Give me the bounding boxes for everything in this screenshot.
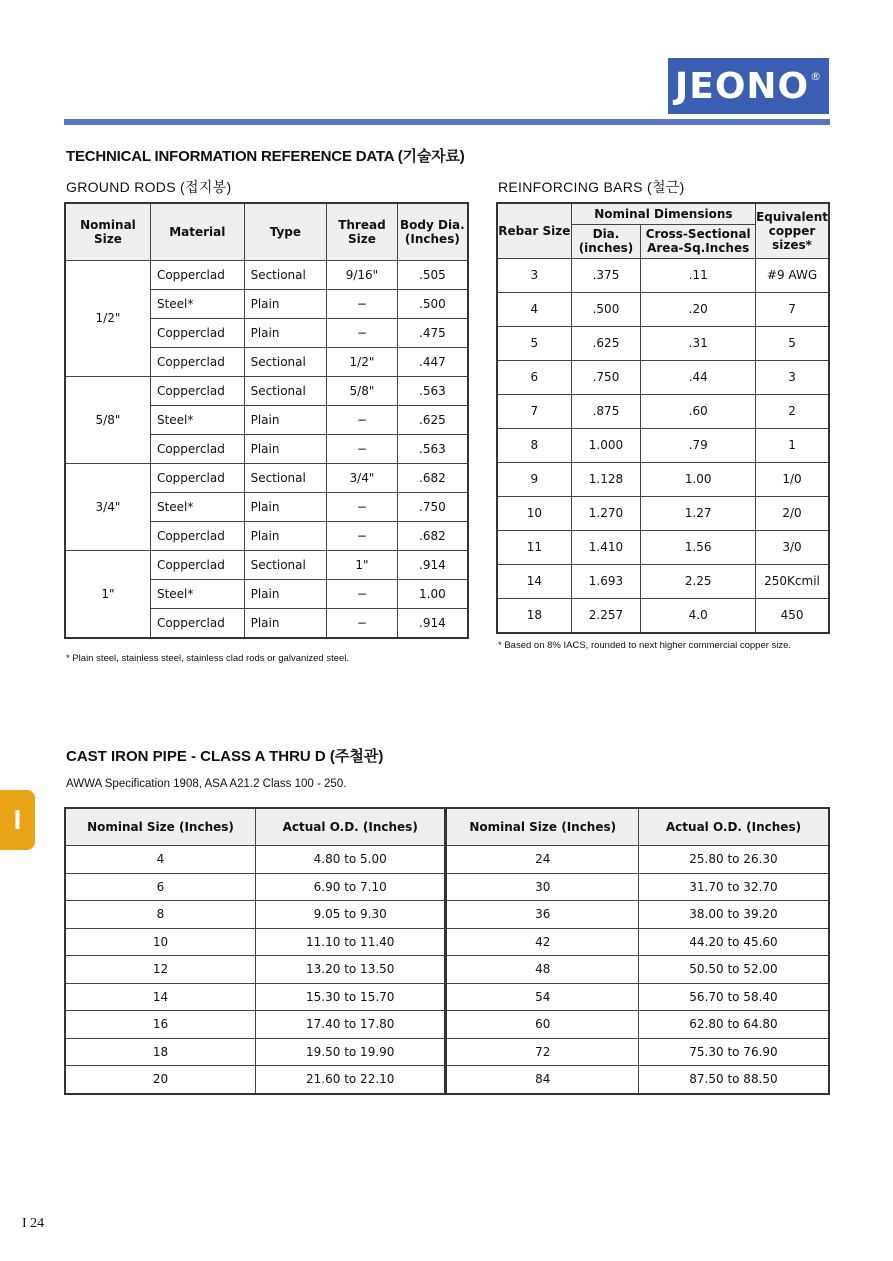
table-row (65, 983, 829, 1011)
actual-od-cell: 50.50 to 52.00 (638, 956, 829, 984)
body-dia-cell: .914 (397, 550, 468, 579)
nominal-size-cell: 30 (446, 873, 639, 901)
ground-rods-table (64, 202, 469, 639)
actual-od-cell: 17.40 to 17.80 (255, 1011, 445, 1039)
table-row (65, 1038, 829, 1066)
material-cell: Copperclad (150, 608, 244, 638)
body-dia-cell: .750 (397, 492, 468, 521)
table-row (497, 462, 829, 496)
table-row (65, 956, 829, 984)
thread-size-cell: − (327, 434, 398, 463)
type-cell: Plain (244, 289, 327, 318)
nominal-size-cell: 6 (65, 873, 255, 901)
nominal-size-cell: 10 (65, 928, 255, 956)
type-cell: Plain (244, 492, 327, 521)
ground-rods-body (65, 260, 468, 638)
thread-size-cell: − (327, 492, 398, 521)
actual-od-cell: 62.80 to 64.80 (638, 1011, 829, 1039)
nominal-size-cell: 3/4" (65, 463, 150, 550)
body-dia-cell: .682 (397, 521, 468, 550)
thread-size-cell: 1/2" (327, 347, 398, 376)
ground-rods-title: GROUND RODS (접지봉) (66, 179, 232, 195)
reinforcing-bars-footnote: * Based on 8% IACS, rounded to next higher commercial copper size. (498, 640, 792, 651)
table-row (497, 326, 829, 360)
actual-od-cell: 13.20 to 13.50 (255, 956, 445, 984)
table-row (65, 463, 468, 492)
thread-size-cell: − (327, 405, 398, 434)
type-cell: Plain (244, 318, 327, 347)
body-dia-cell: .447 (397, 347, 468, 376)
table-row (65, 376, 468, 405)
body-dia-cell: .505 (397, 260, 468, 289)
body-dia-cell: .682 (397, 463, 468, 492)
nominal-size-cell: 12 (65, 956, 255, 984)
nominal-size-cell: 54 (446, 983, 639, 1011)
registered-mark: ® (810, 69, 823, 83)
material-cell: Steel* (150, 492, 244, 521)
equivalent-cell: #9 AWG (756, 258, 829, 292)
thread-size-cell: − (327, 608, 398, 638)
nominal-size-cell: 72 (446, 1038, 639, 1066)
area-cell: .60 (641, 394, 756, 428)
table-row (65, 928, 829, 956)
type-cell: Sectional (244, 260, 327, 289)
dia-cell: .500 (571, 292, 641, 326)
material-cell: Copperclad (150, 376, 244, 405)
nominal-size-cell: 8 (65, 901, 255, 929)
brand-name: JEONO (674, 65, 810, 107)
actual-od-cell: 87.50 to 88.50 (638, 1066, 829, 1094)
rebar-size-cell: 18 (497, 598, 571, 633)
dia-cell: .625 (571, 326, 641, 360)
rebar-size-cell: 9 (497, 462, 571, 496)
cast-iron-subtitle: AWWA Specification 1908, ASA A21.2 Class 100 - 250. (66, 778, 347, 790)
reinforcing-bars-table (496, 202, 830, 634)
type-cell: Sectional (244, 550, 327, 579)
material-cell: Copperclad (150, 318, 244, 347)
nominal-size-cell: 1/2" (65, 260, 150, 376)
cast-iron-title: CAST IRON PIPE - CLASS A THRU D (주철관) (66, 748, 384, 765)
header-rule (64, 119, 830, 125)
rebar-size-cell: 3 (497, 258, 571, 292)
nominal-size-cell: 60 (446, 1011, 639, 1039)
body-dia-cell: .475 (397, 318, 468, 347)
actual-od-cell: 38.00 to 39.20 (638, 901, 829, 929)
header-dia: Dia. (inches) (571, 224, 641, 258)
header-nominal-dimensions: Nominal Dimensions (571, 203, 755, 224)
material-cell: Copperclad (150, 434, 244, 463)
actual-od-cell: 19.50 to 19.90 (255, 1038, 445, 1066)
area-cell: .11 (641, 258, 756, 292)
type-cell: Plain (244, 405, 327, 434)
area-cell: 1.00 (641, 462, 756, 496)
actual-od-cell: 11.10 to 11.40 (255, 928, 445, 956)
thread-size-cell: 3/4" (327, 463, 398, 492)
material-cell: Steel* (150, 289, 244, 318)
header-material: Material (150, 203, 244, 260)
nominal-size-cell: 48 (446, 956, 639, 984)
table-row (497, 292, 829, 326)
header-equivalent-copper: Equivalent copper sizes* (756, 203, 829, 258)
dia-cell: 1.128 (571, 462, 641, 496)
header-actual-od-left: Actual O.D. (Inches) (255, 808, 445, 846)
type-cell: Sectional (244, 463, 327, 492)
dia-cell: 2.257 (571, 598, 641, 633)
dia-cell: .875 (571, 394, 641, 428)
header-nominal-size-right: Nominal Size (Inches) (446, 808, 639, 846)
area-cell: .31 (641, 326, 756, 360)
type-cell: Plain (244, 434, 327, 463)
material-cell: Steel* (150, 579, 244, 608)
type-cell: Plain (244, 521, 327, 550)
dia-cell: 1.000 (571, 428, 641, 462)
type-cell: Sectional (244, 347, 327, 376)
cast-iron-table (64, 807, 830, 1095)
dia-cell: .750 (571, 360, 641, 394)
table-row (497, 258, 829, 292)
actual-od-cell: 15.30 to 15.70 (255, 983, 445, 1011)
header-actual-od-right: Actual O.D. (Inches) (638, 808, 829, 846)
page-title: TECHNICAL INFORMATION REFERENCE DATA (기술자료) (66, 148, 465, 165)
body-dia-cell: .914 (397, 608, 468, 638)
thread-size-cell: 9/16" (327, 260, 398, 289)
dia-cell: 1.270 (571, 496, 641, 530)
brand-logo (668, 58, 829, 114)
thread-size-cell: − (327, 579, 398, 608)
equivalent-cell: 3 (756, 360, 829, 394)
header-type: Type (244, 203, 327, 260)
table-row (65, 873, 829, 901)
nominal-size-cell: 5/8" (65, 376, 150, 463)
area-cell: .20 (641, 292, 756, 326)
equivalent-cell: 250Kcmil (756, 564, 829, 598)
table-row (497, 394, 829, 428)
cast-iron-body (65, 846, 829, 1094)
table-row (65, 260, 468, 289)
rebar-size-cell: 7 (497, 394, 571, 428)
actual-od-cell: 56.70 to 58.40 (638, 983, 829, 1011)
table-row (497, 360, 829, 394)
body-dia-cell: .500 (397, 289, 468, 318)
table-row (65, 550, 468, 579)
equivalent-cell: 2/0 (756, 496, 829, 530)
thread-size-cell: − (327, 521, 398, 550)
material-cell: Copperclad (150, 347, 244, 376)
header-body-dia: Body Dia. (Inches) (397, 203, 468, 260)
table-row (497, 564, 829, 598)
material-cell: Copperclad (150, 463, 244, 492)
nominal-size-cell: 4 (65, 846, 255, 874)
equivalent-cell: 7 (756, 292, 829, 326)
dia-cell: 1.410 (571, 530, 641, 564)
rebar-size-cell: 10 (497, 496, 571, 530)
material-cell: Copperclad (150, 550, 244, 579)
header-nominal-size-left: Nominal Size (Inches) (65, 808, 255, 846)
nominal-size-cell: 16 (65, 1011, 255, 1039)
rebar-size-cell: 11 (497, 530, 571, 564)
nominal-size-cell: 84 (446, 1066, 639, 1094)
section-tab-marker: I (0, 790, 35, 850)
body-dia-cell: .563 (397, 434, 468, 463)
table-row (65, 901, 829, 929)
equivalent-cell: 450 (756, 598, 829, 633)
header-nominal-size: Nominal Size (65, 203, 150, 260)
equivalent-cell: 2 (756, 394, 829, 428)
material-cell: Copperclad (150, 521, 244, 550)
rebar-size-cell: 8 (497, 428, 571, 462)
table-row (497, 598, 829, 633)
area-cell: 4.0 (641, 598, 756, 633)
actual-od-cell: 6.90 to 7.10 (255, 873, 445, 901)
nominal-size-cell: 20 (65, 1066, 255, 1094)
body-dia-cell: .625 (397, 405, 468, 434)
rebar-size-cell: 4 (497, 292, 571, 326)
thread-size-cell: 1" (327, 550, 398, 579)
equivalent-cell: 1/0 (756, 462, 829, 496)
dia-cell: .375 (571, 258, 641, 292)
body-dia-cell: .563 (397, 376, 468, 405)
header-rebar-size: Rebar Size (497, 203, 571, 258)
table-row (65, 1011, 829, 1039)
rebar-size-cell: 14 (497, 564, 571, 598)
equivalent-cell: 3/0 (756, 530, 829, 564)
material-cell: Steel* (150, 405, 244, 434)
equivalent-cell: 1 (756, 428, 829, 462)
area-cell: 2.25 (641, 564, 756, 598)
thread-size-cell: − (327, 289, 398, 318)
body-dia-cell: 1.00 (397, 579, 468, 608)
table-row (65, 1066, 829, 1094)
thread-size-cell: 5/8" (327, 376, 398, 405)
nominal-size-cell: 14 (65, 983, 255, 1011)
page-number: I 24 (22, 1216, 45, 1231)
nominal-size-cell: 18 (65, 1038, 255, 1066)
actual-od-cell: 44.20 to 45.60 (638, 928, 829, 956)
nominal-size-cell: 36 (446, 901, 639, 929)
actual-od-cell: 21.60 to 22.10 (255, 1066, 445, 1094)
actual-od-cell: 4.80 to 5.00 (255, 846, 445, 874)
actual-od-cell: 75.30 to 76.90 (638, 1038, 829, 1066)
area-cell: .79 (641, 428, 756, 462)
rebar-size-cell: 5 (497, 326, 571, 360)
nominal-size-cell: 24 (446, 846, 639, 874)
nominal-size-cell: 1" (65, 550, 150, 638)
dia-cell: 1.693 (571, 564, 641, 598)
ground-rods-footnote: * Plain steel, stainless steel, stainless clad rods or galvanized steel. (66, 653, 350, 664)
reinforcing-bars-body (497, 258, 829, 633)
actual-od-cell: 31.70 to 32.70 (638, 873, 829, 901)
actual-od-cell: 9.05 to 9.30 (255, 901, 445, 929)
nominal-size-cell: 42 (446, 928, 639, 956)
table-row (497, 496, 829, 530)
thread-size-cell: − (327, 318, 398, 347)
reinforcing-bars-title: REINFORCING BARS (철근) (498, 179, 685, 195)
rebar-size-cell: 6 (497, 360, 571, 394)
area-cell: 1.27 (641, 496, 756, 530)
type-cell: Plain (244, 608, 327, 638)
equivalent-cell: 5 (756, 326, 829, 360)
area-cell: 1.56 (641, 530, 756, 564)
table-row (497, 530, 829, 564)
header-thread-size: Thread Size (327, 203, 398, 260)
actual-od-cell: 25.80 to 26.30 (638, 846, 829, 874)
material-cell: Copperclad (150, 260, 244, 289)
type-cell: Sectional (244, 376, 327, 405)
area-cell: .44 (641, 360, 756, 394)
type-cell: Plain (244, 579, 327, 608)
header-area: Cross-Sectional Area-Sq.Inches (641, 224, 756, 258)
table-row (65, 846, 829, 874)
table-row (497, 428, 829, 462)
